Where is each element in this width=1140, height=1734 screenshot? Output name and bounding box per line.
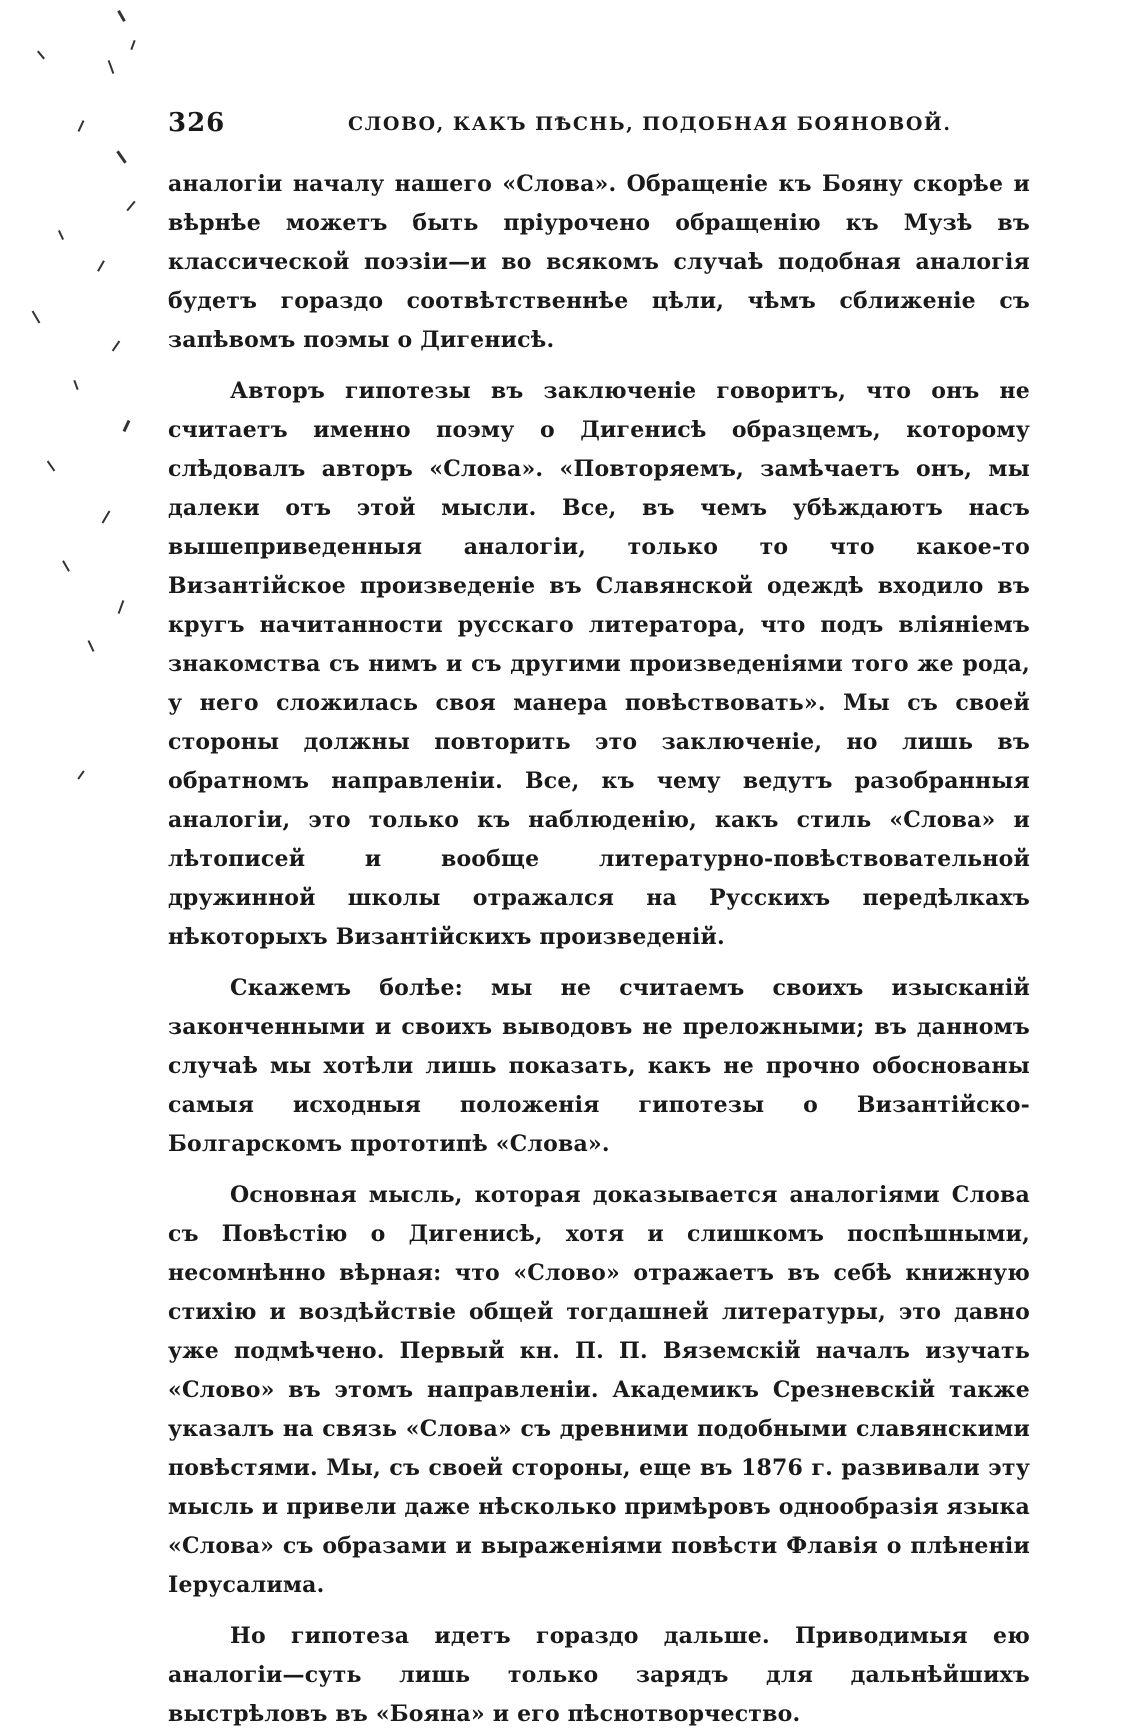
scan-speck	[32, 310, 41, 323]
body-text	[168, 165, 1030, 1734]
scan-speck	[58, 230, 64, 240]
scan-speck	[77, 770, 84, 779]
scan-speck	[88, 640, 95, 652]
paragraph: Основная мысль, которая доказывается аналогіями Слова съ Повѣстію о Дигенисѣ, хотя и слишкомъ поспѣшными, несомнѣнно вѣрная: что «Слово» отражаетъ въ себѣ книжную стихію и воздѣйствіе общей тогдашней литературы, это давно уже подмѣчено. Первый кн. П. П. Вяземскій началъ изучать «Слово» въ этомъ направленіи. Академикъ Срезневскій также указалъ на связь «Слова» съ древними подобными славянскими повѣстями. Мы, съ своей стороны, еще въ 1876 г. развивали эту мысль и привели даже нѣсколько примѣровъ однообразія языка «Слова» съ образами и выраженіями повѣсти Флавія о плѣненіи Іерусалима.	[168, 1182, 1030, 1598]
paragraph: аналогіи началу нашего «Слова». Обращеніе къ Бояну скорѣе и вѣрнѣе можетъ быть пріурочено обращенію къ Музѣ въ классической поэзіи—и во всякомъ случаѣ подобная аналогія будетъ гораздо соотвѣтственнѣе цѣли, чѣмъ сближеніе съ запѣвомъ поэмы о Дигенисѣ.	[168, 171, 1030, 353]
scan-speck	[118, 600, 125, 614]
paragraph: Но гипотеза идетъ гораздо дальше. Приводимыя ею аналогіи—суть лишь только зарядъ для дальнѣйшихъ выстрѣловъ въ «Бояна» и его пѣснотворчество.	[168, 1623, 1030, 1727]
scan-speck	[130, 40, 135, 50]
running-head: СЛОВО, КАКЪ ПѢСНЬ, ПОДОБНАЯ БОЯНОВОЙ.	[348, 113, 952, 135]
paragraph: Авторъ гипотезы въ заключеніе говоритъ, что онъ не считаетъ именно поэму о Дигенисѣ образцемъ, которому слѣдовалъ авторъ «Слова». «Повторяемъ, замѣчаетъ онъ, мы далеки отъ этой мысли. Все, въ чемъ убѣждаютъ насъ вышеприведенныя аналогіи, только то что какое-то Византійское произведеніе въ Славянской одеждѣ входило въ кругъ начитанности русскаго литератора, что подъ вліяніемъ знакомства съ нимъ и съ другими произведеніями того же рода, у него сложилась своя манера повѣствовать». Мы съ своей стороны должны повторить это заключеніе, но лишь въ обратномъ направленіи. Все, къ чему ведутъ разобранныя аналогіи, это только къ наблюденію, какъ стиль «Слова» и лѣтописей и вообще литературно-повѣствовательной дружинной школы отражался на Русскихъ передѣлкахъ нѣкоторыхъ Византійскихъ произведеній.	[168, 378, 1030, 950]
scan-speck	[108, 60, 115, 74]
paragraph: Скажемъ болѣе: мы не считаемъ своихъ изысканій законченными и своихъ выводовъ не преложными; въ данномъ случаѣ мы хотѣли лишь показать, какъ не прочно обоснованы самыя исходныя положенія гипотезы о Византійско-Болгарскомъ прототипѣ «Слова».	[168, 975, 1030, 1157]
scan-speck	[112, 341, 121, 352]
page-header	[168, 108, 1030, 148]
page-number: 326	[168, 108, 226, 138]
scan-speck	[126, 201, 135, 211]
scan-speck	[116, 150, 126, 163]
scan-speck	[73, 380, 78, 390]
scan-speck	[123, 420, 131, 432]
scan-speck	[47, 461, 56, 472]
scan-speck	[78, 120, 85, 132]
scan-speck	[102, 510, 111, 523]
scan-speck	[117, 10, 126, 22]
scan-margin-artifacts	[20, 0, 160, 800]
scan-speck	[62, 560, 70, 571]
scan-speck	[37, 51, 45, 60]
scan-speck	[97, 260, 105, 271]
